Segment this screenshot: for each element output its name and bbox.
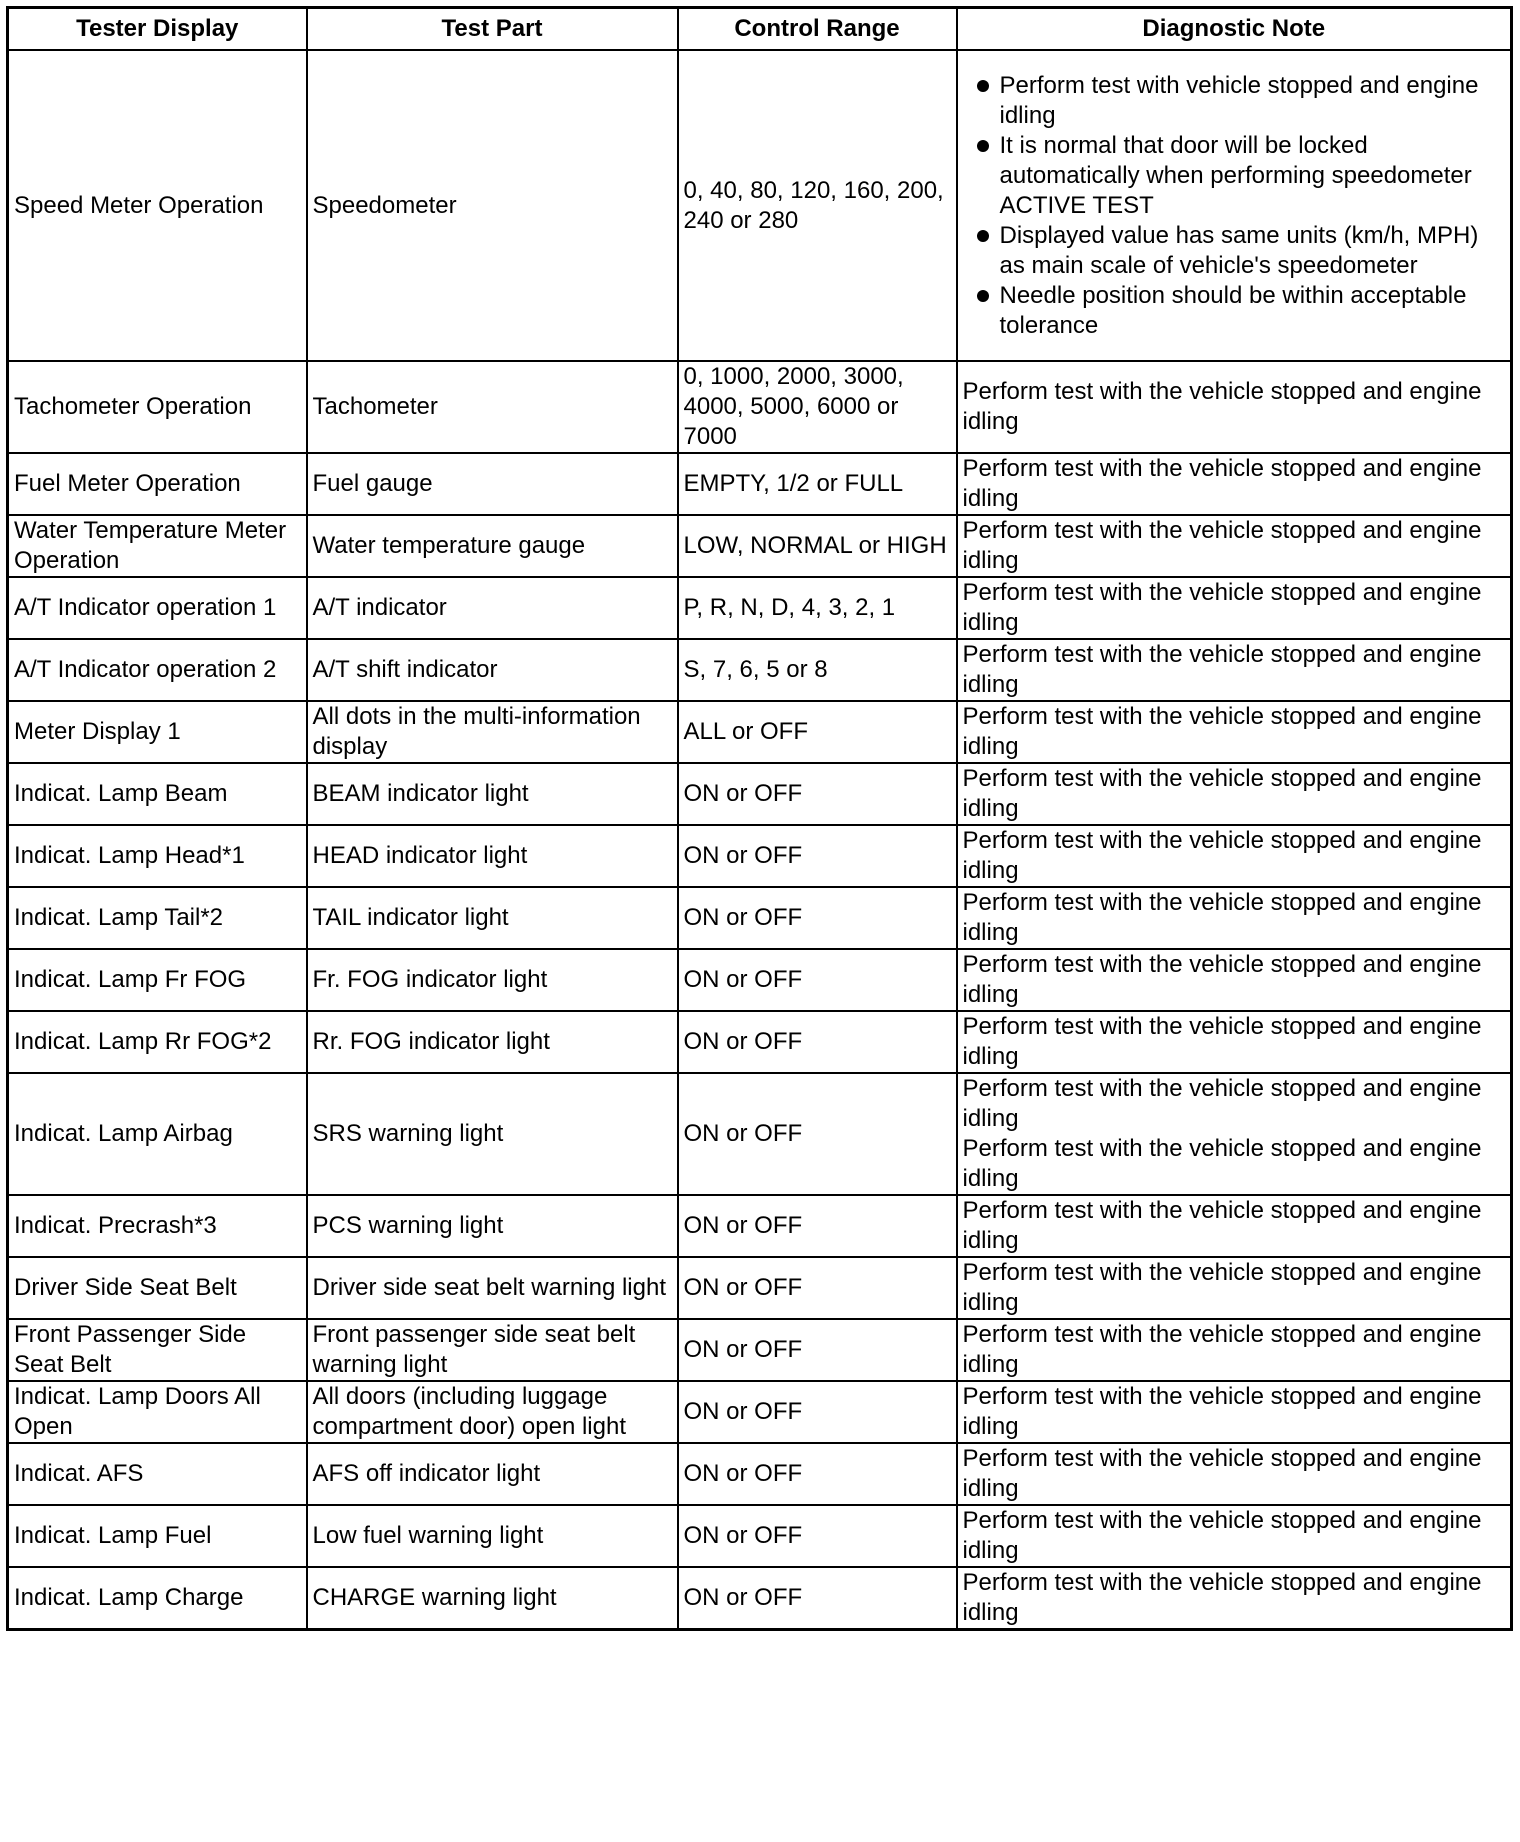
diagnostic-note-cell: Perform test with the vehicle stopped and engine idling <box>957 1319 1512 1381</box>
control-range-cell: ALL or OFF <box>678 701 957 763</box>
table-row <box>8 1195 1512 1257</box>
control-range-cell: ON or OFF <box>678 1505 957 1567</box>
test-part-cell: All doors (including luggage compartment door) open light <box>307 1381 678 1443</box>
diagnostic-note-cell: Perform test with the vehicle stopped and engine idling <box>957 1443 1512 1505</box>
table-row <box>8 453 1512 515</box>
tester-display-cell: Front Passenger Side Seat Belt <box>8 1319 307 1381</box>
table-row <box>8 1257 1512 1319</box>
table-row <box>8 887 1512 949</box>
test-part-cell: AFS off indicator light <box>307 1443 678 1505</box>
diagnostic-note-cell: Perform test with the vehicle stopped and engine idling <box>957 515 1512 577</box>
table-row <box>8 515 1512 577</box>
control-range-cell: ON or OFF <box>678 1567 957 1630</box>
control-range-cell: EMPTY, 1/2 or FULL <box>678 453 957 515</box>
test-part-cell: A/T indicator <box>307 577 678 639</box>
table-row <box>8 639 1512 701</box>
table-row <box>8 1319 1512 1381</box>
header-tester-display: Tester Display <box>8 8 307 51</box>
note-text: Displayed value has same units (km/h, MPH) as main scale of vehicle's speedometer <box>999 221 1479 279</box>
header-control-range: Control Range <box>678 8 957 51</box>
control-range-cell: ON or OFF <box>678 949 957 1011</box>
test-part-cell: Fuel gauge <box>307 453 678 515</box>
diagnostic-note-cell: Perform test with the vehicle stopped and engine idling <box>957 453 1512 515</box>
diagnostic-note-cell: Perform test with the vehicle stopped and engine idling <box>957 361 1512 453</box>
tester-display-cell: Indicat. Lamp Doors All Open <box>8 1381 307 1443</box>
note-text: Needle position should be within acceptable tolerance <box>999 281 1467 339</box>
diagnostic-note-cell: Perform test with the vehicle stopped and engine idling <box>957 1505 1512 1567</box>
table-row <box>8 1073 1512 1195</box>
diagnostic-note-cell: Perform test with the vehicle stopped and engine idling <box>957 701 1512 763</box>
diagnostic-note-cell <box>957 1073 1512 1195</box>
table-row <box>8 949 1512 1011</box>
control-range-cell: LOW, NORMAL or HIGH <box>678 515 957 577</box>
note-text: Perform test with the vehicle stopped and engine idling <box>962 1135 1482 1192</box>
control-range-cell: ON or OFF <box>678 1443 957 1505</box>
test-part-cell: A/T shift indicator <box>307 639 678 701</box>
control-range-cell: ON or OFF <box>678 1381 957 1443</box>
diagnostic-note-cell: Perform test with the vehicle stopped and engine idling <box>957 639 1512 701</box>
list-item <box>963 131 1505 221</box>
tester-display-cell: Indicat. Lamp Beam <box>8 763 307 825</box>
control-range-cell: 0, 1000, 2000, 3000, 4000, 5000, 6000 or 7000 <box>678 361 957 453</box>
test-part-cell: Low fuel warning light <box>307 1505 678 1567</box>
tester-display-cell: Indicat. Lamp Rr FOG*2 <box>8 1011 307 1073</box>
table-row <box>8 763 1512 825</box>
test-part-cell: Water temperature gauge <box>307 515 678 577</box>
test-part-cell: Rr. FOG indicator light <box>307 1011 678 1073</box>
control-range-cell: ON or OFF <box>678 1257 957 1319</box>
bullet-icon <box>977 140 989 152</box>
table-row <box>8 701 1512 763</box>
test-part-cell: Driver side seat belt warning light <box>307 1257 678 1319</box>
tester-display-cell: Indicat. Lamp Head*1 <box>8 825 307 887</box>
test-part-cell: SRS warning light <box>307 1073 678 1195</box>
diagnostic-note-cell: Perform test with the vehicle stopped and engine idling <box>957 577 1512 639</box>
header-diagnostic-note: Diagnostic Note <box>957 8 1512 51</box>
tester-display-cell: Fuel Meter Operation <box>8 453 307 515</box>
test-part-cell: CHARGE warning light <box>307 1567 678 1630</box>
test-part-cell: Fr. FOG indicator light <box>307 949 678 1011</box>
table-row <box>8 1505 1512 1567</box>
tester-display-cell: Driver Side Seat Belt <box>8 1257 307 1319</box>
table-row <box>8 1443 1512 1505</box>
header-test-part: Test Part <box>307 8 678 51</box>
tester-display-cell: Speed Meter Operation <box>8 50 307 361</box>
diagnostic-note-cell: Perform test with the vehicle stopped and engine idling <box>957 1011 1512 1073</box>
control-range-cell: ON or OFF <box>678 1073 957 1195</box>
active-test-table <box>6 6 1513 1631</box>
tester-display-cell: Indicat. AFS <box>8 1443 307 1505</box>
diagnostic-note-cell: Perform test with the vehicle stopped and engine idling <box>957 1257 1512 1319</box>
list-item <box>963 71 1505 131</box>
tester-display-cell: Indicat. Lamp Airbag <box>8 1073 307 1195</box>
diagnostic-note-cell <box>957 50 1512 361</box>
bullet-icon <box>977 290 989 302</box>
diagnostic-note-cell: Perform test with the vehicle stopped and engine idling <box>957 887 1512 949</box>
table-row <box>8 50 1512 361</box>
note-text: Perform test with the vehicle stopped and engine idling <box>962 1075 1482 1132</box>
diagnostic-note-cell: Perform test with the vehicle stopped and engine idling <box>957 949 1512 1011</box>
tester-display-cell: A/T Indicator operation 1 <box>8 577 307 639</box>
table-row <box>8 825 1512 887</box>
tester-display-cell: Indicat. Lamp Charge <box>8 1567 307 1630</box>
tester-display-cell: Tachometer Operation <box>8 361 307 453</box>
list-item <box>963 281 1505 341</box>
control-range-cell: ON or OFF <box>678 1195 957 1257</box>
table-row <box>8 1381 1512 1443</box>
control-range-cell: ON or OFF <box>678 763 957 825</box>
table-header-row <box>8 8 1512 51</box>
test-part-cell: TAIL indicator light <box>307 887 678 949</box>
tester-display-cell: Indicat. Lamp Fuel <box>8 1505 307 1567</box>
test-part-cell: Tachometer <box>307 361 678 453</box>
test-part-cell: Speedometer <box>307 50 678 361</box>
control-range-cell: P, R, N, D, 4, 3, 2, 1 <box>678 577 957 639</box>
note-text: It is normal that door will be locked automatically when performing speedometer ACTIVE TEST <box>999 131 1472 219</box>
control-range-cell: 0, 40, 80, 120, 160, 200, 240 or 280 <box>678 50 957 361</box>
diagnostic-note-cell: Perform test with the vehicle stopped and engine idling <box>957 825 1512 887</box>
tester-display-cell: Indicat. Lamp Tail*2 <box>8 887 307 949</box>
bullet-icon <box>977 80 989 92</box>
control-range-cell: S, 7, 6, 5 or 8 <box>678 639 957 701</box>
tester-display-cell: Meter Display 1 <box>8 701 307 763</box>
test-part-cell: BEAM indicator light <box>307 763 678 825</box>
tester-display-cell: Water Temperature Meter Operation <box>8 515 307 577</box>
diagnostic-note-list <box>963 71 1505 341</box>
test-part-cell: All dots in the multi-information display <box>307 701 678 763</box>
control-range-cell: ON or OFF <box>678 1011 957 1073</box>
test-part-cell: PCS warning light <box>307 1195 678 1257</box>
active-test-table-sheet <box>6 6 1510 1631</box>
table-row <box>8 361 1512 453</box>
diagnostic-note-cell: Perform test with the vehicle stopped and engine idling <box>957 1381 1512 1443</box>
test-part-cell: Front passenger side seat belt warning light <box>307 1319 678 1381</box>
list-item <box>963 221 1505 281</box>
diagnostic-note-cell: Perform test with the vehicle stopped and engine idling <box>957 763 1512 825</box>
test-part-cell: HEAD indicator light <box>307 825 678 887</box>
control-range-cell: ON or OFF <box>678 825 957 887</box>
bullet-icon <box>977 230 989 242</box>
tester-display-cell: Indicat. Lamp Fr FOG <box>8 949 307 1011</box>
tester-display-cell: A/T Indicator operation 2 <box>8 639 307 701</box>
control-range-cell: ON or OFF <box>678 1319 957 1381</box>
table-row <box>8 1567 1512 1630</box>
table-row <box>8 1011 1512 1073</box>
table-body <box>8 50 1512 1630</box>
note-text: Perform test with vehicle stopped and engine idling <box>999 71 1479 129</box>
diagnostic-note-cell: Perform test with the vehicle stopped and engine idling <box>957 1195 1512 1257</box>
control-range-cell: ON or OFF <box>678 887 957 949</box>
diagnostic-note-cell: Perform test with the vehicle stopped and engine idling <box>957 1567 1512 1630</box>
table-row <box>8 577 1512 639</box>
tester-display-cell: Indicat. Precrash*3 <box>8 1195 307 1257</box>
